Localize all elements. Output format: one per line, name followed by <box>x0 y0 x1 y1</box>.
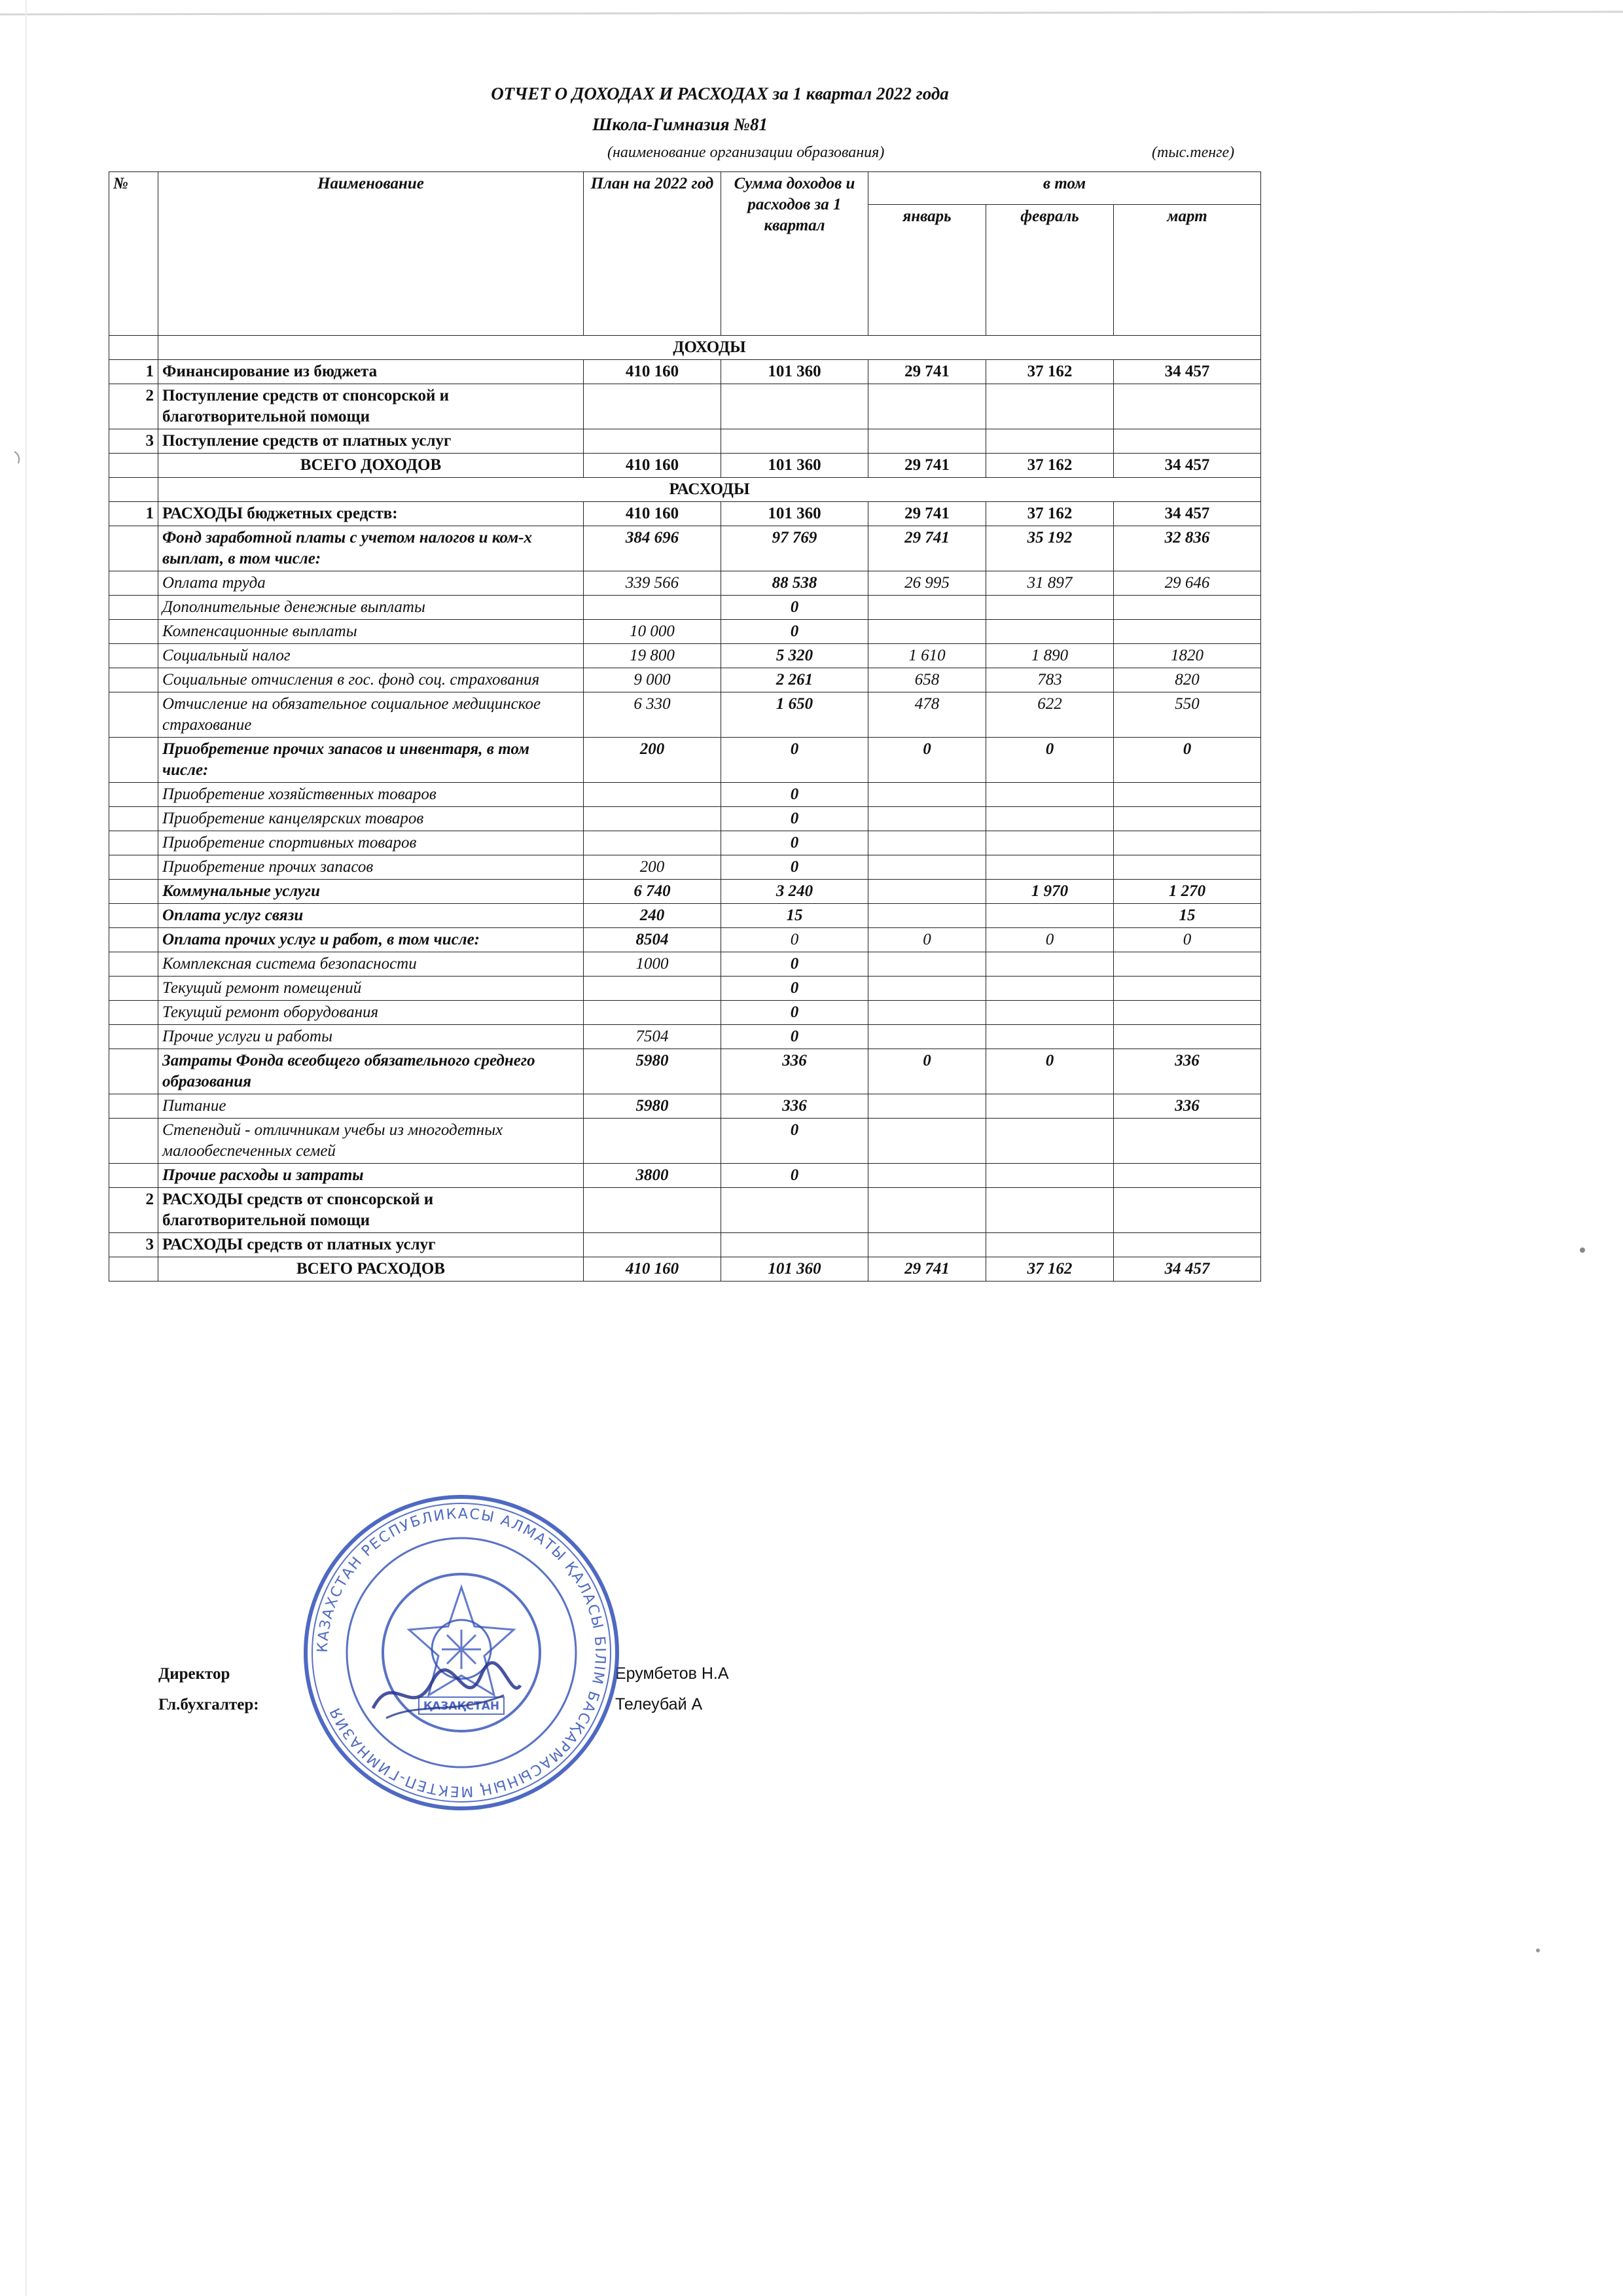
col-header-plan: План на 2022 год <box>584 172 721 336</box>
table-row: Приобретение прочих запасов 200 0 <box>109 855 1261 880</box>
col-header-jan: январь <box>868 205 986 336</box>
table-row: Социальный налог 19 800 5 320 1 610 1 890 1820 <box>109 644 1261 668</box>
col-header-no: № <box>109 172 158 336</box>
director-label: Директор <box>158 1665 230 1683</box>
organization-caption: (наименование организации образования) <box>607 144 885 161</box>
table-row: Отчисление на обязательное социальное медицинское страхование 6 330 1 650 478 622 550 <box>109 692 1261 738</box>
table-row: Приобретение хозяйственных товаров 0 <box>109 783 1261 807</box>
table-row: 3 РАСХОДЫ средств от платных услуг <box>109 1233 1261 1257</box>
svg-text:ҚАЗАҚСТАН: ҚАЗАҚСТАН <box>423 1700 500 1713</box>
col-header-name: Наименование <box>158 172 584 336</box>
table-row: Дополнительные денежные выплаты 0 <box>109 596 1261 620</box>
table-row: Оплата труда 339 566 88 538 26 995 31 897 29 646 <box>109 571 1261 596</box>
svg-text:КАЗАХСТАН РЕСПУБЛИКАСЫ АЛМАТЫ: КАЗАХСТАН РЕСПУБЛИКАСЫ АЛМАТЫ ҚАЛАСЫ БІЛІМ БАСҚАРМАСЫНЫҢ МЕКТЕП-ГИМНАЗИЯ <box>314 1505 609 1800</box>
report-table <box>109 171 1261 1282</box>
currency-unit: (тыс.тенге) <box>1152 144 1235 161</box>
col-header-incl: в том <box>868 172 1261 205</box>
table-row: Текущий ремонт оборудования 0 <box>109 1001 1261 1025</box>
table-row: Приобретение канцелярских товаров 0 <box>109 807 1261 831</box>
accountant-name: Телеубай А <box>615 1695 703 1713</box>
table-row: Питание 5980 336 336 <box>109 1094 1261 1119</box>
col-header-sum: Сумма доходов и расходов за 1 квартал <box>721 172 868 336</box>
table-row: Компенсационные выплаты 10 000 0 <box>109 620 1261 644</box>
table-row: Прочие расходы и затраты 3800 0 <box>109 1164 1261 1188</box>
table-row: Приобретение спортивных товаров 0 <box>109 831 1261 855</box>
table-row: Коммунальные услуги 6 740 3 240 1 970 1 270 <box>109 880 1261 904</box>
table-row-total-income: ВСЕГО ДОХОДОВ 410 160 101 360 29 741 37 162 34 457 <box>109 454 1261 478</box>
table-row: Степендий - отличникам учебы из многодетных малообеспеченных семей 0 <box>109 1119 1261 1164</box>
signature-icon <box>366 1656 524 1728</box>
table-row: Социальные отчисления в гос. фонд соц. страхования 9 000 2 261 658 783 820 <box>109 668 1261 692</box>
table-row: Оплата прочих услуг и работ, в том числе: 8504 0 0 0 0 <box>109 928 1261 952</box>
table-row: Приобретение прочих запасов и инвентаря, в том числе: 200 0 0 0 0 <box>109 738 1261 783</box>
report-title: ОТЧЕТ О ДОХОДАХ И РАСХОДАХ за 1 квартал 2022 года <box>491 84 949 103</box>
table-row: Текущий ремонт помещений 0 <box>109 977 1261 1001</box>
table-row: 1 Финансирование из бюджета 410 160 101 360 29 741 37 162 34 457 <box>109 360 1261 384</box>
table-row: Оплата услуг связи 240 15 15 <box>109 904 1261 928</box>
col-header-mar: март <box>1114 205 1261 336</box>
section-expenses: РАСХОДЫ <box>158 478 1261 502</box>
table-row-total-expenses: ВСЕГО РАСХОДОВ 410 160 101 360 29 741 37 162 34 457 <box>109 1257 1261 1282</box>
accountant-label: Гл.бухгалтер: <box>158 1696 259 1713</box>
organization-name: Школа-Гимназия №81 <box>592 115 768 134</box>
table-row: 3 Поступление средств от платных услуг <box>109 429 1261 454</box>
table-row: Фонд заработной платы с учетом налогов и ком-х выплат, в том числе: 384 696 97 769 29 741 35 192 32 836 <box>109 526 1261 571</box>
table-row: 2 Поступление средств от спонсорской и благотворительной помощи <box>109 384 1261 429</box>
table-row: 1 РАСХОДЫ бюджетных средств: 410 160 101 360 29 741 37 162 34 457 <box>109 502 1261 526</box>
table-row: Прочие услуги и работы 7504 0 <box>109 1025 1261 1049</box>
table-row: Комплексная система безопасности 1000 0 <box>109 952 1261 977</box>
table-row: 2 РАСХОДЫ средств от спонсорской и благотворительной помощи <box>109 1188 1261 1233</box>
table-row: Затраты Фонда всеобщего обязательного среднего образования 5980 336 0 0 336 <box>109 1049 1261 1094</box>
section-income: ДОХОДЫ <box>158 336 1261 360</box>
official-seal-icon <box>298 1489 625 1816</box>
col-header-feb: февраль <box>986 205 1114 336</box>
director-name: Ерумбетов Н.А <box>615 1664 729 1683</box>
